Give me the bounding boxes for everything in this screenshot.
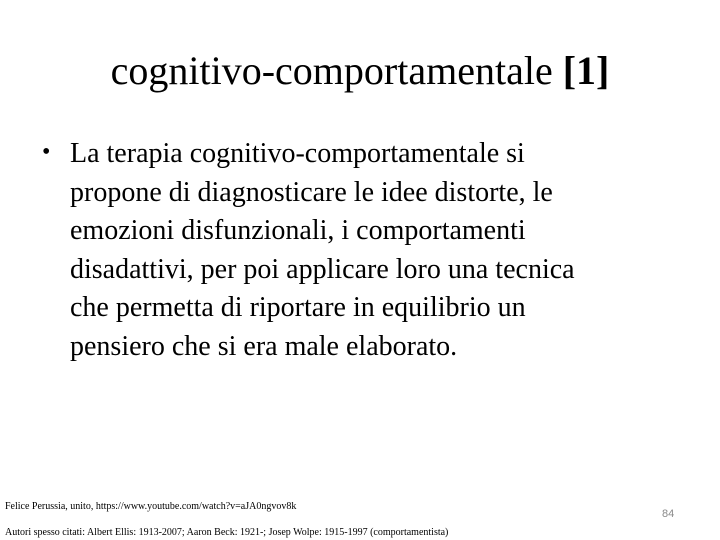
slide-title <box>0 45 720 97</box>
slide-title-reference: [1] <box>562 48 610 93</box>
slide-title-text: cognitivo-comportamentale <box>110 48 563 93</box>
footer-source: Felice Perussia, unito, https://www.youtube.com/watch?v=aJA0ngvov8k <box>5 501 297 512</box>
bullet-icon: • <box>42 139 51 165</box>
footer-authors: Autori spesso citati: Albert Ellis: 1913-2007; Aaron Beck: 1921-; Josep Wolpe: 1915-1997 (comportamentista) <box>5 527 449 538</box>
bullet-text: La terapia cognitivo-comportamentale si propone di diagnosticare le idee distorte, le emozioni disfunzionali, i comportamenti disadattivi, per poi applicare loro una tecnica che permetta di riportare in equilibrio un pensiero che si era male elaborato. <box>70 138 575 362</box>
bullet-list <box>42 135 682 366</box>
page-number: 84 <box>662 508 675 520</box>
